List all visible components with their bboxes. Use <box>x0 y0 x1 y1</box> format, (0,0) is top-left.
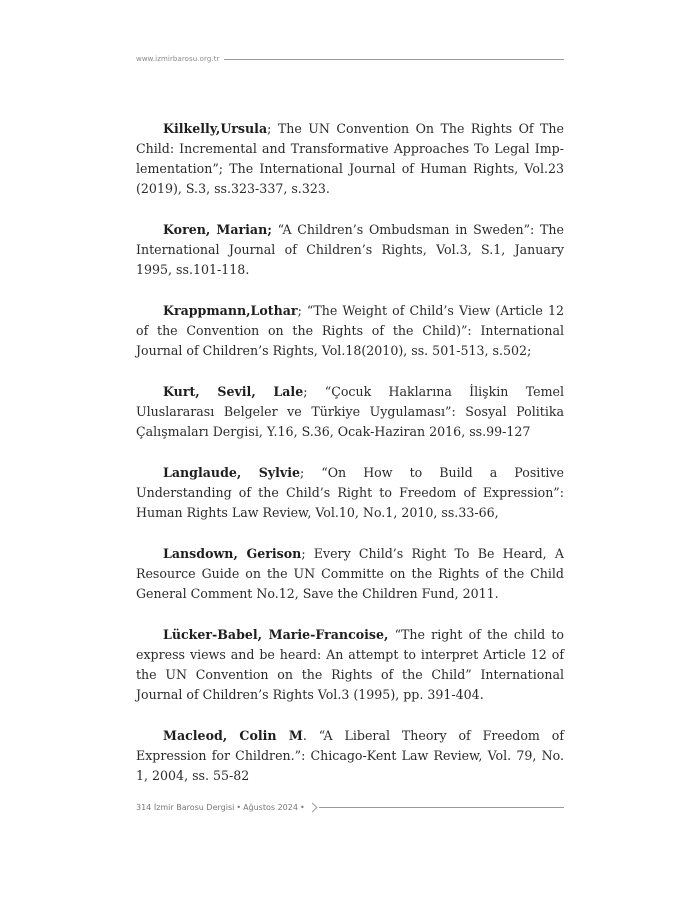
reference-text: . “A Liberal Theory of Freedom of Expression for Children.”: Chicago-Kent Law Review, Vol. 79, No. 1, 2004, ss. 55-82 <box>136 728 565 783</box>
reference-item <box>136 119 564 199</box>
reference-item <box>136 726 564 786</box>
reference-text: ; “The Weight of Child’s View (Article 12 of the Convention on the Rights of the Child)”: International Journal of Children’s Rights, Vol.18(2010), ss. 501-513, s.502; <box>136 303 564 358</box>
reference-text: ; Every Child’s Right To Be Heard, A Resource Guide on the UN Committe on the Rights of the Child General Comment No.12, Save the Children Fund, 2011. <box>136 546 564 601</box>
footer-separator: • <box>236 802 242 812</box>
page-number: 314 <box>136 802 152 812</box>
reference-text: “A Children’s Ombudsman in Sweden”: The International Journal of Children’s Rights, Vol.3, S.1, January 1995, ss.101-118. <box>136 222 564 277</box>
footer-rule <box>319 807 564 808</box>
reference-text: ; The UN Convention On The Rights Of The Child: Incremental and Transformative Approaches To Legal Implementation”; The International Journal of Human Rights, Vol.23 (2019), S.3, ss.323-337, s.323. <box>136 121 564 196</box>
reference-text: “The right of the child to express views and be heard: An attempt to interpret Article 12 of the UN Convention on the Rights of the Child” International Journal of Children’s Rights Vol.3 (1995), pp. 391-404. <box>136 627 564 702</box>
reference-list <box>136 119 564 807</box>
reference-author: Langlaude, Sylvie <box>163 465 301 480</box>
reference-author: Kurt, Sevil, Lale <box>163 384 304 399</box>
footer-separator: • <box>299 802 305 812</box>
reference-author: Koren, Marian; <box>163 222 272 237</box>
reference-author: Macleod, Colin M <box>163 728 303 743</box>
issue-date: Ağustos 2024 <box>243 802 298 812</box>
header-url: www.izmirbarosu.org.tr <box>136 55 220 63</box>
reference-item <box>136 382 564 442</box>
reference-text: ; “On How to Build a Positive Understanding of the Child’s Right to Freedom of Expression”: Human Rights Law Review, Vol.10, No.1, 2010, ss.33-66, <box>136 465 564 520</box>
footer-text <box>136 803 234 812</box>
reference-author: Krappmann,Lothar <box>163 303 298 318</box>
journal-name: İzmir Barosu Dergisi <box>153 802 235 812</box>
footer-chevron-icon <box>309 803 317 811</box>
reference-author: Lücker-Babel, Marie-Francoise, <box>163 627 389 642</box>
page-footer <box>136 800 564 814</box>
page-header <box>136 52 564 66</box>
reference-item <box>136 625 564 705</box>
reference-item <box>136 301 564 361</box>
reference-item <box>136 463 564 523</box>
reference-item <box>136 220 564 280</box>
reference-author: Kilkelly,Ursula <box>163 121 268 136</box>
header-rule <box>224 59 564 60</box>
reference-text: ; “Çocuk Haklarına İlişkin Temel Uluslararası Belgeler ve Türkiye Uygulaması”: Sosyal Politika Çalışmaları Dergisi, Y.16, S.36, Ocak-Haziran 2016, ss.99-127 <box>136 384 564 439</box>
reference-item <box>136 544 564 604</box>
reference-author: Lansdown, Gerison <box>163 546 302 561</box>
